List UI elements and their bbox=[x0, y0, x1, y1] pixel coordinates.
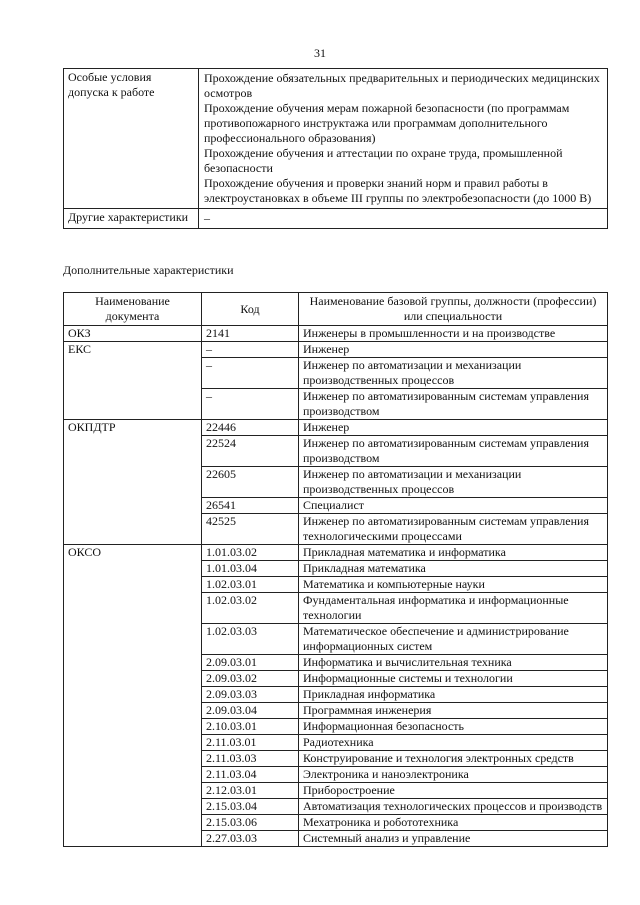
code-cell: 1.02.03.02 bbox=[202, 593, 299, 624]
code-cell: 1.02.03.01 bbox=[202, 577, 299, 593]
profession-name-cell: Инженер по автоматизированным системам управления производством bbox=[299, 436, 608, 467]
profession-name-cell: Специалист bbox=[299, 498, 608, 514]
profession-name-cell: Инженер bbox=[299, 342, 608, 358]
profession-name-cell: Фундаментальная информатика и информационные технологии bbox=[299, 593, 608, 624]
profession-name-cell: Автоматизация технологических процессов и производств bbox=[299, 799, 608, 815]
code-cell: 2.11.03.03 bbox=[202, 751, 299, 767]
condition-value bbox=[199, 209, 608, 229]
code-cell: 2.09.03.02 bbox=[202, 671, 299, 687]
document-cell: ОКСО bbox=[64, 545, 202, 847]
profession-name-cell: Математика и компьютерные науки bbox=[299, 577, 608, 593]
table-row bbox=[64, 326, 608, 342]
table-row bbox=[64, 420, 608, 436]
page-number: 31 bbox=[314, 46, 326, 60]
code-cell: 2.15.03.04 bbox=[202, 799, 299, 815]
condition-line: Прохождение обязательных предварительных и периодических медицинских осмотров bbox=[204, 71, 600, 100]
profession-name-cell: Мехатроника и робототехника bbox=[299, 815, 608, 831]
work-conditions-table bbox=[63, 68, 608, 229]
conditions-row bbox=[64, 209, 608, 229]
profession-name-cell: Информатика и вычислительная техника bbox=[299, 655, 608, 671]
profession-name-cell: Прикладная математика и информатика bbox=[299, 545, 608, 561]
code-cell: 22446 bbox=[202, 420, 299, 436]
table-row bbox=[64, 342, 608, 358]
code-cell: 42525 bbox=[202, 514, 299, 545]
header-code: Код bbox=[202, 293, 299, 326]
conditions-row bbox=[64, 69, 608, 209]
header-name: Наименование базовой группы, должности (профессии) или специальности bbox=[299, 293, 608, 326]
profession-name-cell: Прикладная информатика bbox=[299, 687, 608, 703]
profession-name-cell: Математическое обеспечение и администрирование информационных систем bbox=[299, 624, 608, 655]
code-cell: 2.11.03.01 bbox=[202, 735, 299, 751]
header-document: Наименование документа bbox=[64, 293, 202, 326]
profession-name-cell: Прикладная математика bbox=[299, 561, 608, 577]
condition-value bbox=[199, 69, 608, 209]
profession-name-cell: Конструирование и технология электронных средств bbox=[299, 751, 608, 767]
profession-name-cell: Электроника и наноэлектроника bbox=[299, 767, 608, 783]
code-cell: 2.09.03.01 bbox=[202, 655, 299, 671]
code-cell: 22524 bbox=[202, 436, 299, 467]
profession-name-cell: Системный анализ и управление bbox=[299, 831, 608, 847]
code-cell: – bbox=[202, 389, 299, 420]
document-cell: ЕКС bbox=[64, 342, 202, 420]
condition-line: Прохождение обучения и аттестации по охране труда, промышленной безопасности bbox=[204, 146, 563, 175]
profession-name-cell: Радиотехника bbox=[299, 735, 608, 751]
document-cell: ОКЗ bbox=[64, 326, 202, 342]
profession-name-cell: Информационная безопасность bbox=[299, 719, 608, 735]
code-cell: 2.12.03.01 bbox=[202, 783, 299, 799]
code-cell: 2.09.03.03 bbox=[202, 687, 299, 703]
condition-line: Прохождение обучения мерам пожарной безопасности (по программам противопожарного инструктажа или программам дополнительного профессионального образования) bbox=[204, 101, 570, 145]
code-cell: 1.01.03.02 bbox=[202, 545, 299, 561]
condition-line: – bbox=[204, 211, 210, 225]
code-cell: 1.01.03.04 bbox=[202, 561, 299, 577]
code-cell: 2.15.03.06 bbox=[202, 815, 299, 831]
profession-name-cell: Программная инженерия bbox=[299, 703, 608, 719]
profession-name-cell: Инженер по автоматизированным системам управления производством bbox=[299, 389, 608, 420]
code-cell: 2.10.03.01 bbox=[202, 719, 299, 735]
profession-name-cell: Инженер по автоматизации и механизации производственных процессов bbox=[299, 467, 608, 498]
code-cell: 1.02.03.03 bbox=[202, 624, 299, 655]
code-cell: 22605 bbox=[202, 467, 299, 498]
code-cell: 2.27.03.03 bbox=[202, 831, 299, 847]
profession-name-cell: Инженер по автоматизации и механизации производственных процессов bbox=[299, 358, 608, 389]
additional-characteristics-table bbox=[63, 292, 608, 847]
code-cell: 26541 bbox=[202, 498, 299, 514]
code-cell: 2.11.03.04 bbox=[202, 767, 299, 783]
code-cell: 2141 bbox=[202, 326, 299, 342]
code-cell: 2.09.03.04 bbox=[202, 703, 299, 719]
profession-name-cell: Информационные системы и технологии bbox=[299, 671, 608, 687]
profession-name-cell: Инженеры в промышленности и на производстве bbox=[299, 326, 608, 342]
profession-name-cell: Инженер bbox=[299, 420, 608, 436]
profession-name-cell: Инженер по автоматизированным системам управления технологическими процессами bbox=[299, 514, 608, 545]
table-header-row bbox=[64, 293, 608, 326]
table-row bbox=[64, 545, 608, 561]
condition-label: Особые условия допуска к работе bbox=[64, 69, 199, 209]
section-heading: Дополнительные характеристики bbox=[63, 263, 234, 277]
condition-line: Прохождение обучения и проверки знаний норм и правил работы в электроустановках в объеме III группы по электробезопасности (до 1000 В) bbox=[204, 176, 592, 205]
condition-label: Другие характеристики bbox=[64, 209, 199, 229]
code-cell: – bbox=[202, 358, 299, 389]
code-cell: – bbox=[202, 342, 299, 358]
document-cell: ОКПДТР bbox=[64, 420, 202, 545]
profession-name-cell: Приборостроение bbox=[299, 783, 608, 799]
